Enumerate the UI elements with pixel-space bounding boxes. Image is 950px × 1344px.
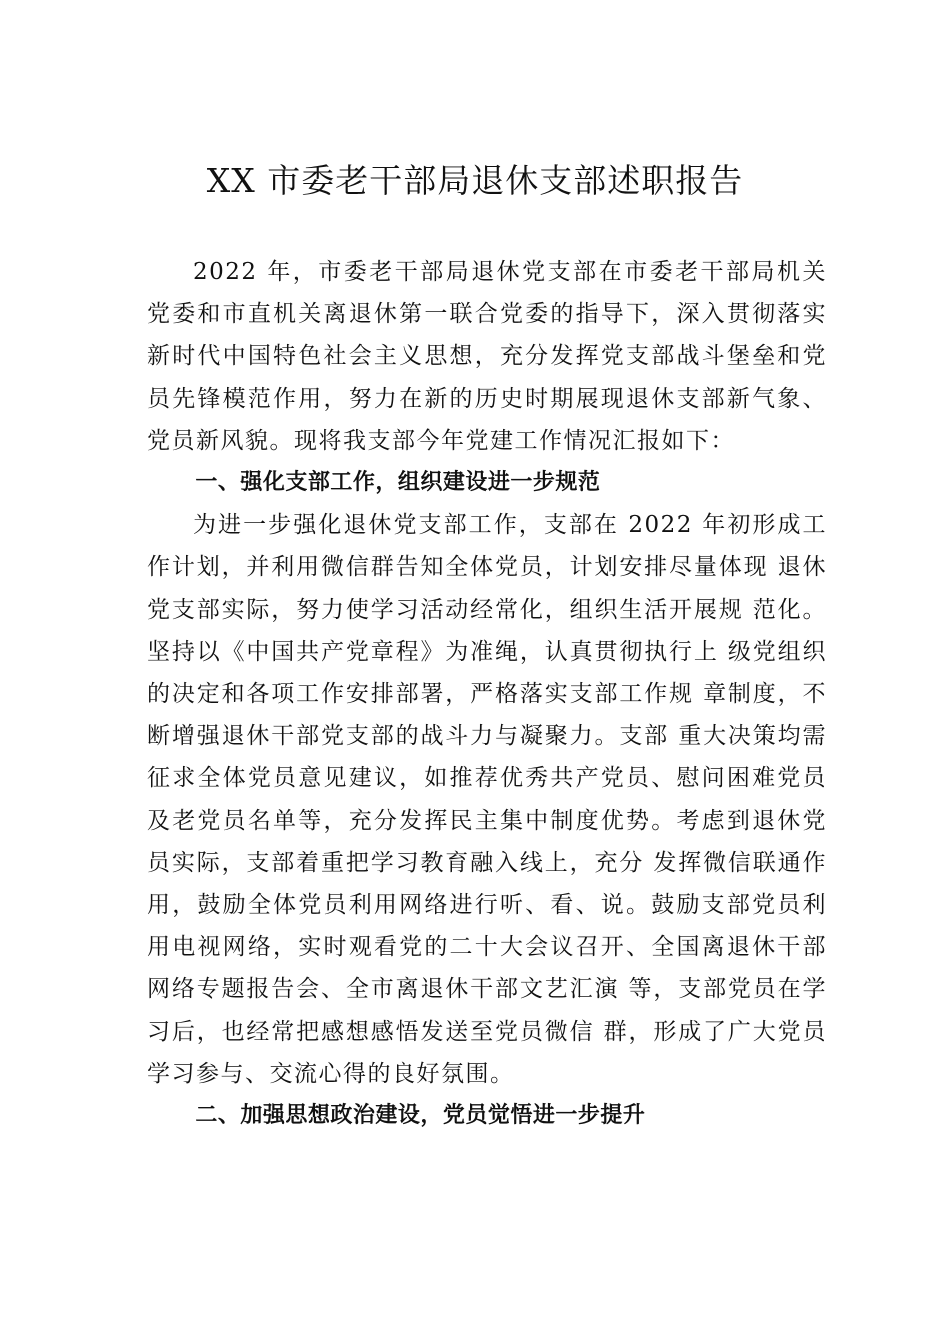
section-1-heading: 一、强化支部工作，组织建设进一步规范 — [195, 470, 601, 496]
intro-paragraph: 2022 年，市委老干部局退休党支部在市委老干部局机关党委和市直机关离退休第一联合党委的指导下，深入贯彻落实新时代中国特色社会主义思想，充分发挥党支部战斗堡垒和党员先锋模范作用，努力在新的历史时期展现退休支部新气象、党员新风貌。现将我支部今年党建工作情况汇报如下： — [147, 259, 827, 454]
section-2-heading: 二、加强思想政治建设，党员觉悟进一步提升 — [195, 1103, 646, 1129]
section-1-paragraph: 为进一步强化退休党支部工作，支部在 2022 年初形成工作计划，并利用微信群告知全体党员，计划安排尽量体现 退休党支部实际，努力使学习活动经常化，组织生活开展规 范化。坚持以《中国共产党章程》为准绳，认真贯彻执行上 级党组织的决定和各项工作安排部署，严格落实支部工作规 章制度，不断增强退休干部党支部的战斗力与凝聚力。支部 重大决策均需征求全体党员意见建议，如推荐优秀共产党员、慰问困难党员及老党员名单等，充分发挥民主集中制度优势。考虑到退休党员实际，支部着重把学习教育融入线上，充分 发挥微信联通作用，鼓励全体党员利用网络进行听、看、说。鼓励支部党员利用电视网络，实时观看党的二十大会议召开、全国离退休干部网络专题报告会、全市离退休干部文艺汇演 等，支部党员在学习后，也经常把感想感悟发送至党员微信 群，形成了广大党员学习参与、交流心得的良好氛围。 — [147, 512, 827, 1087]
document-body — [147, 251, 827, 1137]
document-title: XX 市委老干部局退休支部述职报告 — [206, 161, 744, 200]
